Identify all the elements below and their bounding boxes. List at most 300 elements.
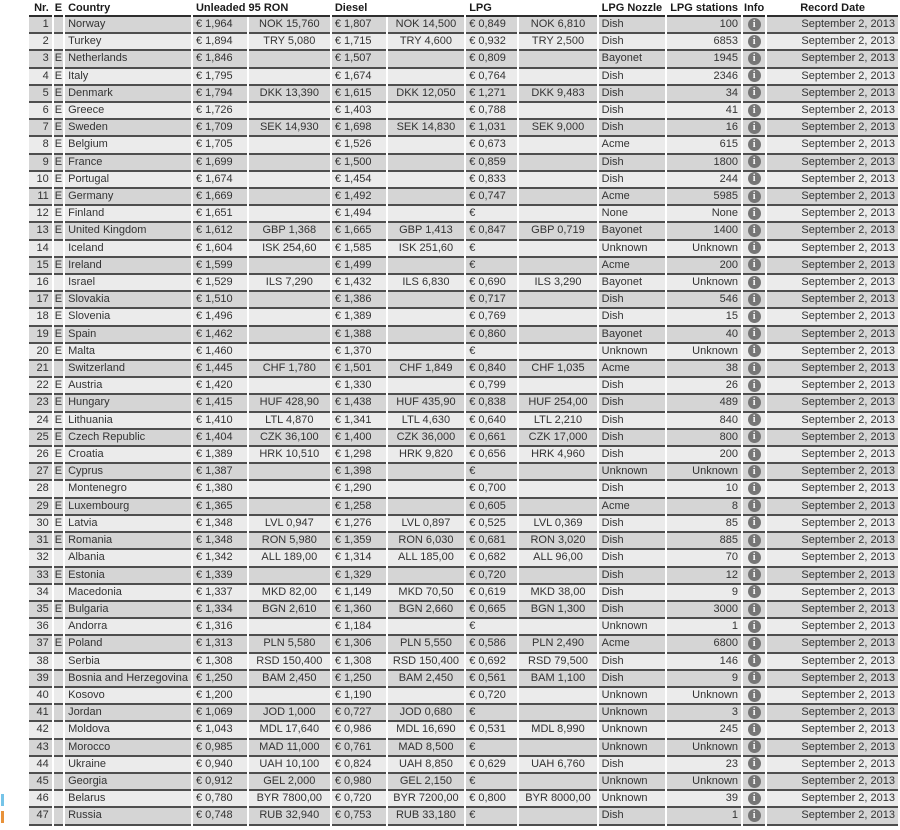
info-icon[interactable]: i [748,413,761,426]
diesel-price-local: UAH 8,850 [388,757,465,774]
diesel-price-local: LTL 4,630 [388,413,465,430]
lpg-stations-count: 10 [667,481,741,498]
unleaded-price-local [249,344,330,361]
country-name: Cyprus [65,464,191,481]
eu-marker: E [54,636,63,653]
table-row [29,774,898,791]
table-row [29,430,898,447]
lpg-price-local [519,568,596,585]
diesel-price-local [388,155,465,172]
unleaded-price-eur: € 1,699 [193,155,247,172]
lpg-price-eur: € 0,656 [466,447,517,464]
lpg-stations-count: 6800 [667,636,741,653]
diesel-price-local [388,189,465,206]
info-cell [743,241,765,258]
record-date: September 2, 2013 [767,155,898,172]
table-row [29,223,898,240]
table-row [29,757,898,774]
lpg-nozzle-type: Unknown [599,619,666,636]
info-icon[interactable]: i [748,637,761,650]
info-icon[interactable]: i [748,396,761,409]
record-date: September 2, 2013 [767,86,898,103]
info-icon[interactable]: i [748,241,761,254]
unleaded-price-eur: € 1,069 [193,705,247,722]
lpg-nozzle-type: Dish [599,568,666,585]
unleaded-price-eur: € 1,709 [193,120,247,137]
info-icon[interactable]: i [748,775,761,788]
header-row [29,2,898,17]
country-name: Jordan [65,705,191,722]
lpg-price-eur: € [466,258,517,275]
lpg-stations-count: None [667,206,741,223]
table-row [29,155,898,172]
record-date: September 2, 2013 [767,223,898,240]
unleaded-price-eur: € 1,460 [193,344,247,361]
unleaded-price-eur: € 1,250 [193,671,247,688]
record-date: September 2, 2013 [767,137,898,154]
record-date: September 2, 2013 [767,395,898,412]
info-cell [743,361,765,378]
info-cell [743,481,765,498]
row-number: 2 [29,34,52,51]
unleaded-price-eur: € 0,780 [193,791,247,808]
lpg-nozzle-type: Bayonet [599,275,666,292]
row-number: 37 [29,636,52,653]
diesel-price-local [388,51,465,68]
info-icon[interactable]: i [748,207,761,220]
lpg-price-eur: € 0,720 [466,568,517,585]
diesel-price-eur: € 1,500 [332,155,386,172]
table-row [29,619,898,636]
row-number: 47 [29,808,52,825]
diesel-price-local [388,172,465,189]
info-cell [743,568,765,585]
country-name: Turkey [65,34,191,51]
country-name: Belarus [65,791,191,808]
diesel-price-eur: € 0,986 [332,722,386,739]
lpg-stations-count: 70 [667,550,741,567]
lpg-nozzle-type: Unknown [599,740,666,757]
info-icon[interactable]: i [748,585,761,598]
unleaded-price-local: RSD 150,400 [249,654,330,671]
info-icon[interactable]: i [748,276,761,289]
info-cell [743,499,765,516]
info-icon[interactable]: i [748,35,761,48]
eu-marker [54,740,63,757]
info-cell [743,533,765,550]
diesel-price-local [388,137,465,154]
unleaded-price-eur: € 1,510 [193,292,247,309]
table-row [29,464,898,481]
eu-marker: E [54,447,63,464]
info-cell [743,69,765,86]
diesel-price-eur: € 1,526 [332,137,386,154]
unleaded-price-local [249,206,330,223]
table-row [29,292,898,309]
table-row [29,86,898,103]
table-row [29,258,898,275]
info-icon[interactable]: i [748,293,761,306]
unleaded-price-eur: € 1,380 [193,481,247,498]
country-name: Greece [65,103,191,120]
unleaded-price-eur: € 1,795 [193,69,247,86]
record-date: September 2, 2013 [767,654,898,671]
table-row [29,137,898,154]
country-name: Norway [65,17,191,34]
info-icon[interactable]: i [748,430,761,443]
diesel-price-local [388,568,465,585]
row-number: 11 [29,189,52,206]
lpg-price-eur: € 0,838 [466,395,517,412]
lpg-nozzle-type: Acme [599,189,666,206]
record-date: September 2, 2013 [767,481,898,498]
table-row [29,241,898,258]
unleaded-price-local [249,69,330,86]
lpg-price-local [519,189,596,206]
info-cell [743,774,765,791]
record-date: September 2, 2013 [767,705,898,722]
country-name: Poland [65,636,191,653]
info-icon[interactable]: i [748,740,761,753]
eu-marker: E [54,413,63,430]
info-cell [743,120,765,137]
row-number: 23 [29,395,52,412]
diesel-price-eur: € 1,400 [332,430,386,447]
lpg-stations-count: 16 [667,120,741,137]
unleaded-price-local: JOD 1,000 [249,705,330,722]
info-icon[interactable]: i [748,809,761,822]
info-icon[interactable]: i [748,18,761,31]
lpg-price-eur: € [466,619,517,636]
lpg-price-local [519,155,596,172]
lpg-nozzle-type: Dish [599,533,666,550]
row-number: 18 [29,309,52,326]
eu-marker [54,671,63,688]
lpg-stations-count: 1400 [667,223,741,240]
eu-marker: E [54,120,63,137]
diesel-price-local [388,481,465,498]
info-icon[interactable]: i [748,723,761,736]
eu-marker [54,17,63,34]
lpg-price-eur: € 0,788 [466,103,517,120]
lpg-price-local [519,51,596,68]
table-row [29,275,898,292]
info-cell [743,378,765,395]
record-date: September 2, 2013 [767,447,898,464]
lpg-nozzle-type: Bayonet [599,327,666,344]
unleaded-price-local: UAH 10,100 [249,757,330,774]
column-header-lpg-stations: LPG stations [667,2,741,17]
info-icon[interactable]: i [748,671,761,684]
country-name: Ukraine [65,757,191,774]
lpg-price-eur: € [466,705,517,722]
lpg-price-eur: € 0,661 [466,430,517,447]
eu-marker: E [54,344,63,361]
info-icon[interactable]: i [748,138,761,151]
diesel-price-eur: € 1,807 [332,17,386,34]
unleaded-price-eur: € 1,339 [193,568,247,585]
info-icon[interactable]: i [748,344,761,357]
table-row [29,585,898,602]
column-header-country: Country [65,2,191,17]
info-icon[interactable]: i [748,448,761,461]
info-icon[interactable]: i [748,121,761,134]
lpg-price-eur: € 0,840 [466,361,517,378]
unleaded-price-eur: € 1,308 [193,654,247,671]
table-row [29,327,898,344]
info-icon[interactable]: i [748,689,761,702]
info-icon[interactable]: i [748,327,761,340]
diesel-price-local [388,309,465,326]
lpg-stations-count: 12 [667,568,741,585]
lpg-stations-count: 38 [667,361,741,378]
info-icon[interactable]: i [748,620,761,633]
lpg-price-local: MDL 8,990 [519,722,596,739]
record-date: September 2, 2013 [767,120,898,137]
unleaded-price-local: ILS 7,290 [249,275,330,292]
lpg-price-local [519,172,596,189]
info-icon[interactable]: i [748,224,761,237]
table-row [29,51,898,68]
eu-marker: E [54,516,63,533]
info-icon[interactable]: i [748,654,761,667]
lpg-stations-count: 489 [667,395,741,412]
diesel-price-eur: € 1,149 [332,585,386,602]
country-name: Latvia [65,516,191,533]
lpg-price-eur: € 0,717 [466,292,517,309]
lpg-price-local [519,774,596,791]
info-icon[interactable]: i [748,172,761,185]
lpg-price-local [519,808,596,825]
lpg-nozzle-type: Dish [599,430,666,447]
lpg-price-local: UAH 6,760 [519,757,596,774]
country-name: Malta [65,344,191,361]
country-name: Morocco [65,740,191,757]
lpg-price-eur: € 0,849 [466,17,517,34]
diesel-price-local: MDL 16,690 [388,722,465,739]
record-date: September 2, 2013 [767,722,898,739]
lpg-price-local: BAM 1,100 [519,671,596,688]
table-row [29,791,898,808]
unleaded-price-local: DKK 13,390 [249,86,330,103]
info-icon[interactable]: i [748,465,761,478]
diesel-price-eur: € 1,370 [332,344,386,361]
info-cell [743,705,765,722]
eu-marker: E [54,86,63,103]
unleaded-price-eur: € 0,748 [193,808,247,825]
unleaded-price-eur: € 1,705 [193,137,247,154]
country-name: Denmark [65,86,191,103]
info-icon[interactable]: i [748,104,761,117]
unleaded-price-local [249,137,330,154]
diesel-price-local: BYR 7200,00 [388,791,465,808]
lpg-nozzle-type: Dish [599,757,666,774]
lpg-price-eur: € [466,464,517,481]
info-cell [743,275,765,292]
diesel-price-local [388,69,465,86]
lpg-price-local: DKK 9,483 [519,86,596,103]
eu-marker: E [54,327,63,344]
unleaded-price-eur: € 1,342 [193,550,247,567]
lpg-nozzle-type: Unknown [599,774,666,791]
diesel-price-eur: € 1,290 [332,481,386,498]
table-row [29,103,898,120]
lpg-stations-count: 1945 [667,51,741,68]
unleaded-price-eur: € 1,387 [193,464,247,481]
table-row [29,172,898,189]
info-icon[interactable]: i [748,499,761,512]
lpg-price-local: HUF 254,00 [519,395,596,412]
info-icon[interactable]: i [748,757,761,770]
lpg-stations-count: 23 [667,757,741,774]
unleaded-price-local: GBP 1,368 [249,223,330,240]
table-row [29,481,898,498]
info-icon[interactable]: i [748,86,761,99]
table-row [29,568,898,585]
info-icon[interactable]: i [748,69,761,82]
info-cell [743,550,765,567]
diesel-price-local: CZK 36,000 [388,430,465,447]
unleaded-price-local [249,258,330,275]
diesel-price-local: JOD 0,680 [388,705,465,722]
unleaded-price-eur: € 0,912 [193,774,247,791]
lpg-price-local: NOK 6,810 [519,17,596,34]
lpg-price-eur: € [466,344,517,361]
info-cell [743,654,765,671]
lpg-nozzle-type: Dish [599,103,666,120]
info-cell [743,292,765,309]
diesel-price-local: ALL 185,00 [388,550,465,567]
unleaded-price-local [249,568,330,585]
lpg-nozzle-type: Unknown [599,688,666,705]
diesel-price-local: SEK 14,830 [388,120,465,137]
row-number: 43 [29,740,52,757]
info-icon[interactable]: i [748,603,761,616]
row-number: 39 [29,671,52,688]
unleaded-price-local [249,688,330,705]
table-row [29,740,898,757]
unleaded-price-eur: € 1,410 [193,413,247,430]
lpg-price-eur: € [466,740,517,757]
info-icon[interactable]: i [748,568,761,581]
lpg-price-eur: € 0,833 [466,172,517,189]
info-icon[interactable]: i [748,310,761,323]
record-date: September 2, 2013 [767,808,898,825]
row-marker-47 [1,811,4,823]
lpg-nozzle-type: Dish [599,120,666,137]
eu-marker: E [54,395,63,412]
record-date: September 2, 2013 [767,585,898,602]
diesel-price-eur: € 1,341 [332,413,386,430]
country-name: Lithuania [65,413,191,430]
country-name: Germany [65,189,191,206]
row-number: 7 [29,120,52,137]
eu-marker: E [54,155,63,172]
info-icon[interactable]: i [748,155,761,168]
lpg-nozzle-type: Dish [599,481,666,498]
row-number: 29 [29,499,52,516]
diesel-price-local: LVL 0,897 [388,516,465,533]
row-number: 36 [29,619,52,636]
info-icon[interactable]: i [748,379,761,392]
eu-marker [54,688,63,705]
lpg-nozzle-type: Dish [599,17,666,34]
info-icon[interactable]: i [748,362,761,375]
info-icon[interactable]: i [748,258,761,271]
lpg-stations-count: 8 [667,499,741,516]
eu-marker: E [54,602,63,619]
table-row [29,688,898,705]
unleaded-price-local: CHF 1,780 [249,361,330,378]
lpg-price-eur: € 0,859 [466,155,517,172]
record-date: September 2, 2013 [767,309,898,326]
lpg-stations-count: Unknown [667,464,741,481]
unleaded-price-local: RUB 32,940 [249,808,330,825]
lpg-stations-count: 9 [667,671,741,688]
lpg-price-eur: € 0,690 [466,275,517,292]
table-row [29,69,898,86]
info-icon[interactable]: i [748,534,761,547]
lpg-stations-count: 41 [667,103,741,120]
unleaded-price-eur: € 1,420 [193,378,247,395]
lpg-stations-count: 615 [667,137,741,154]
lpg-price-eur: € 1,031 [466,120,517,137]
unleaded-price-eur: € 1,043 [193,722,247,739]
info-icon[interactable]: i [748,706,761,719]
lpg-nozzle-type: Unknown [599,241,666,258]
eu-marker: E [54,223,63,240]
info-icon[interactable]: i [748,190,761,203]
unleaded-price-eur: € 1,674 [193,172,247,189]
lpg-stations-count: 800 [667,430,741,447]
unleaded-price-local [249,155,330,172]
lpg-nozzle-type: Unknown [599,722,666,739]
lpg-nozzle-type: Dish [599,69,666,86]
diesel-price-eur: € 1,359 [332,533,386,550]
lpg-stations-count: 85 [667,516,741,533]
lpg-price-local: GBP 0,719 [519,223,596,240]
lpg-price-eur: € 0,525 [466,516,517,533]
row-number: 42 [29,722,52,739]
lpg-price-local [519,740,596,757]
unleaded-price-eur: € 1,726 [193,103,247,120]
lpg-stations-count: 15 [667,309,741,326]
row-number: 35 [29,602,52,619]
diesel-price-eur: € 1,298 [332,447,386,464]
info-icon[interactable]: i [748,792,761,805]
country-name: Sweden [65,120,191,137]
lpg-price-local [519,241,596,258]
eu-marker [54,722,63,739]
record-date: September 2, 2013 [767,206,898,223]
unleaded-price-local: MAD 11,000 [249,740,330,757]
info-icon[interactable]: i [748,52,761,65]
diesel-price-local: HRK 9,820 [388,447,465,464]
info-cell [743,636,765,653]
info-cell [743,413,765,430]
info-cell [743,585,765,602]
info-icon[interactable]: i [748,482,761,495]
record-date: September 2, 2013 [767,430,898,447]
info-icon[interactable]: i [748,551,761,564]
row-number: 34 [29,585,52,602]
lpg-price-local: LVL 0,369 [519,516,596,533]
lpg-stations-count: 840 [667,413,741,430]
lpg-nozzle-type: Acme [599,361,666,378]
info-icon[interactable]: i [748,516,761,529]
record-date: September 2, 2013 [767,757,898,774]
diesel-price-local [388,619,465,636]
